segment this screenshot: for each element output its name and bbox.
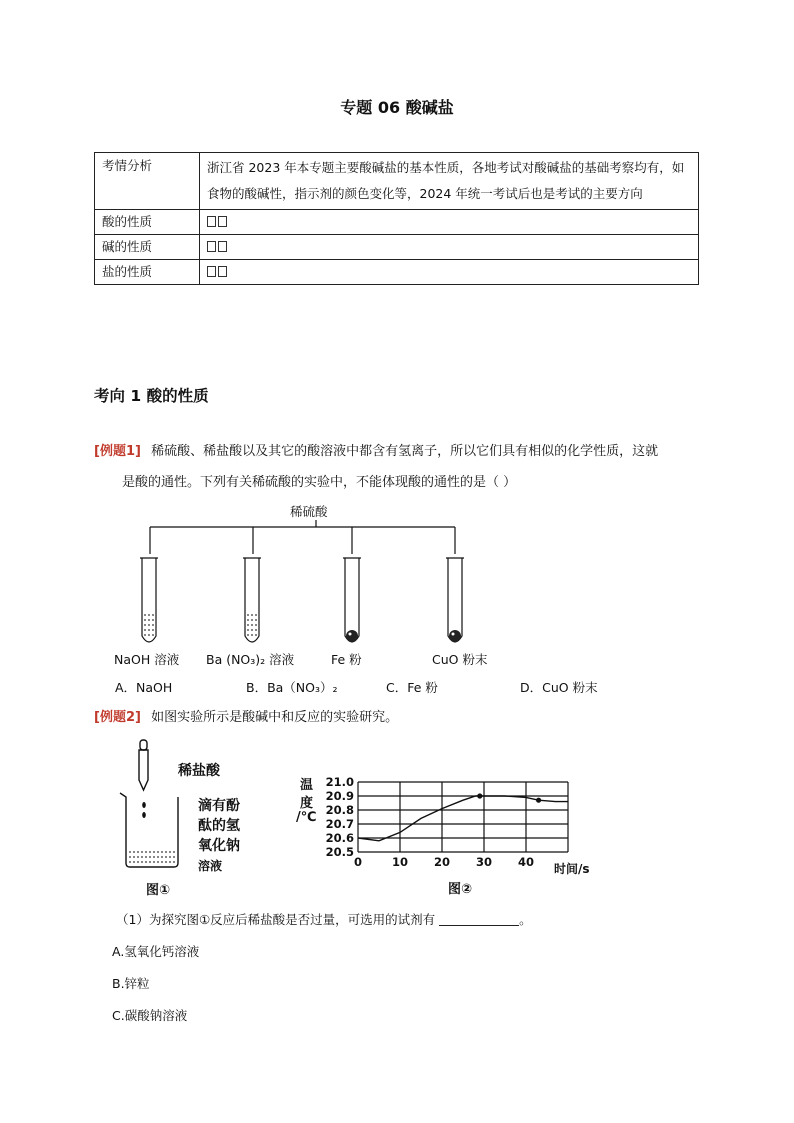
choice-c[interactable]: C.碳酸钠溶液 [112,1008,188,1023]
table-key: 酸的性质 [95,210,200,235]
placeholder-box-icon [218,241,227,252]
chart-xlabel: 时间/s [554,862,590,876]
option-b[interactable]: B．Ba（NO₃）₂ [246,680,338,695]
option-d[interactable]: D．CuO 粉末 [520,680,598,695]
placeholder-box-icon [218,266,227,277]
choice-a[interactable]: A.氢氧化钙溶液 [112,944,200,959]
example1-label: [例题1] [94,444,141,459]
tube-label: NaOH 溶液 [114,652,180,667]
example2-line: [例题2] 如图实验所示是酸碱中和反应的实验研究。 [94,710,399,725]
test-tube-figure [94,498,614,673]
section-heading: 考向 1 酸的性质 [94,387,209,405]
placeholder-box-icon [207,266,216,277]
dropper-label: 稀盐酸 [178,763,220,779]
chart-ylabel-2: 度 [300,796,314,811]
chart-ylabel-1: 温 [300,778,314,793]
tube-label: CuO 粉末 [432,652,488,667]
y-tick-label: 20.8 [325,803,354,817]
example1-line1: [例题1] 稀硫酸、稀盐酸以及其它的酸溶液中都含有氢离子，所以它们具有相似的化学性质，这就 [94,444,659,459]
beaker-label-3: 氧化钠 [198,838,240,854]
series-line [358,796,568,841]
temperature-chart [296,770,606,900]
table-key: 盐的性质 [95,260,200,285]
figure2-caption: 图② [448,882,473,897]
table-key: 碱的性质 [95,235,200,260]
placeholder-box-icon [218,216,227,227]
test-tube-diagram [94,498,614,673]
table-value [200,210,699,235]
page-title: 专题 06 酸碱盐 [340,98,454,117]
tube-label: Ba (NO₃)₂ 溶液 [206,652,295,667]
example2-label: [例题2] [94,710,141,725]
y-tick-label: 20.6 [325,831,354,845]
table-row [95,210,699,235]
table-row [95,153,699,210]
table-key: 考情分析 [95,153,200,210]
acid-label: 稀硫酸 [290,504,328,519]
x-tick-label: 30 [475,855,493,869]
y-tick-label: 21.0 [325,775,354,789]
y-tick-label: 20.9 [325,789,354,803]
option-a[interactable]: A．NaOH [115,680,173,695]
option-c[interactable]: C．Fe 粉 [386,680,438,695]
x-tick-label: 20 [433,855,451,869]
beaker-label-4: 溶液 [198,859,223,873]
overview-table [94,152,699,285]
table-row [95,260,699,285]
x-tick-label: 0 [353,855,363,869]
table-value: 浙江省 2023 年本专题主要酸碱盐的基本性质，各地考试对酸碱盐的基础考察均有，如食物的酸碱性，指示剂的颜色变化等，2024 年统一考试后也是考试的主要方向 [200,153,699,210]
beaker-label-2: 酞的氢 [198,818,240,834]
table-value [200,235,699,260]
beaker-figure [110,735,270,900]
answer-blank[interactable] [439,913,519,926]
placeholder-box-icon [207,241,216,252]
tube-label: Fe 粉 [331,652,362,667]
table-row [95,235,699,260]
table-value [200,260,699,285]
choice-b[interactable]: B.锌粒 [112,976,150,991]
x-tick-label: 10 [391,855,409,869]
beaker-label-1: 滴有酚 [198,798,240,814]
placeholder-box-icon [207,216,216,227]
y-tick-label: 20.7 [325,817,354,831]
data-point [536,798,541,803]
figure1-caption: 图① [146,883,171,898]
question-1: （1）为探究图①反应后稀盐酸是否过量，可选用的试剂有 。 [116,912,532,927]
y-tick-label: 20.5 [325,845,354,859]
example1-line2: 是酸的通性。下列有关稀硫酸的实验中，不能体现酸的通性的是（ ） [122,475,517,490]
data-point [477,793,482,798]
x-tick-label: 40 [517,855,535,869]
chart-ylabel-3: /℃ [296,810,317,825]
